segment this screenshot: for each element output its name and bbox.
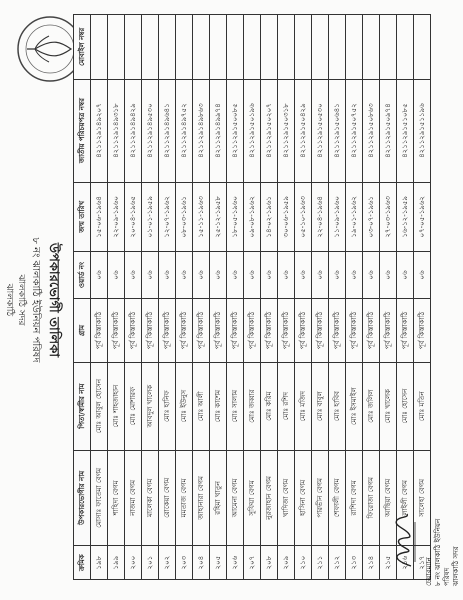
table-cell: আমেনা বেগম	[227, 450, 244, 546]
col-header-ward: ওয়ার্ড নং	[74, 251, 91, 298]
table-cell: ০৬	[91, 251, 108, 298]
table-row	[108, 15, 125, 580]
table-cell	[227, 15, 244, 80]
table-header-row	[74, 15, 91, 580]
signature-block	[385, 500, 460, 590]
table-cell	[193, 15, 210, 80]
table-row	[193, 15, 210, 580]
table-cell: ১৮-০৫-১৯৬০	[227, 182, 244, 251]
table-row	[159, 15, 176, 580]
table-cell: পূর্ব কিস্তাকাঠি	[329, 299, 346, 363]
table-row	[91, 15, 108, 580]
table-cell: ৪২১১২৯১৫০৬৪১	[329, 79, 346, 182]
table-cell: পূর্ব কিস্তাকাঠি	[397, 299, 414, 363]
table-cell: ৪২১১২৯১৫০৭৫২	[346, 79, 363, 182]
table-cell: ০৬	[414, 251, 431, 298]
table-cell: ৪২১১২৯১৪৯৫৩০	[142, 79, 159, 182]
table-row	[125, 15, 142, 580]
table-cell: মোঃ মজিদ	[295, 362, 312, 450]
table-row	[227, 15, 244, 580]
table-row	[210, 15, 227, 580]
table-cell: পূর্ব কিস্তাকাঠি	[278, 299, 295, 363]
table-row	[397, 15, 414, 580]
table-cell: ২০৭	[244, 546, 261, 580]
table-cell	[329, 15, 346, 80]
table-row	[329, 15, 346, 580]
table-body	[91, 15, 431, 580]
table-row	[261, 15, 278, 580]
table-cell: ২৫-১২-১৯৫৮	[210, 182, 227, 251]
table-cell: ২০৬	[227, 546, 244, 580]
table-cell	[312, 15, 329, 80]
table-cell: ২২-০৯-১৯৬০	[108, 182, 125, 251]
document-title: উপকারভোগী তালিকা	[46, 242, 61, 358]
table-cell: পূর্ব কিস্তাকাঠি	[159, 299, 176, 363]
table-cell: পূর্ব কিস্তাকাঠি	[295, 299, 312, 363]
table-cell: ১১-০৯-১৯৬০	[329, 182, 346, 251]
table-cell: রোকেয়া বেগম	[159, 450, 176, 546]
table-cell: ২০-০৪-১৯৬৫	[125, 182, 142, 251]
table-cell: ২১৫	[380, 546, 397, 580]
table-cell: ৩০-০৬-১৯৫৯	[278, 182, 295, 251]
table-cell: ২১৭	[414, 546, 431, 580]
table-cell: ৪২১১২৯১৪৯৭৫২	[176, 79, 193, 182]
document-district: ঝালকাঠি	[4, 283, 14, 317]
table-cell: ১৫-১১-১৯৬৩	[193, 182, 210, 251]
col-header-serial: ক্রমিক	[74, 546, 91, 580]
table-cell: পূর্ব কিস্তাকাঠি	[244, 299, 261, 363]
table-cell: মোঃ বাবুল	[312, 362, 329, 450]
table-cell: ১৯-০১-১৯৬২	[346, 182, 363, 251]
table-cell: মোঃ আবুল হোসেন	[91, 362, 108, 450]
table-cell	[108, 15, 125, 80]
table-cell: ১৯৯	[108, 546, 125, 580]
table-cell: ৪২১১২৯১৪৯২০৭	[91, 79, 108, 182]
table-cell	[397, 15, 414, 80]
table-cell: মমতাজ বেগম	[176, 450, 193, 546]
table-cell	[380, 15, 397, 80]
table-cell: ০৬	[142, 251, 159, 298]
table-cell: ৪২১১২৯১৪৯৮৬৩	[193, 79, 210, 182]
table-cell: পূর্ব কিস্তাকাঠি	[227, 299, 244, 363]
table-cell: জাহানারা বেগম	[193, 450, 210, 546]
table-cell: ২১৩	[346, 546, 363, 580]
table-cell: মোঃ জব্বার	[244, 362, 261, 450]
table-cell: ১৪-০২-১৯৬১	[261, 182, 278, 251]
table-cell: ১৫-০৬-১৯৬৪	[91, 182, 108, 251]
table-cell: রহিমা খাতুন	[210, 450, 227, 546]
table-cell	[261, 15, 278, 80]
table-cell: ০১-০১-১৯৫৯	[142, 182, 159, 251]
table-cell: ২১০	[295, 546, 312, 580]
table-cell: ২০৮	[261, 546, 278, 580]
table-cell: নুরজাহান বেগম	[261, 450, 278, 546]
table-cell: ০৬	[295, 251, 312, 298]
table-cell: পূর্ব কিস্তাকাঠি	[125, 299, 142, 363]
table-cell: ০৬	[380, 251, 397, 298]
table-cell: পূর্ব কিস্তাকাঠি	[261, 299, 278, 363]
table-cell: ২১২	[329, 546, 346, 580]
table-cell: মোঃ মোশারফ	[125, 362, 142, 450]
table-cell	[142, 15, 159, 80]
handwritten-signature	[385, 510, 421, 570]
table-cell: নাজমা বেগম	[125, 450, 142, 546]
signature-line: চেয়ারম্যান	[425, 557, 433, 586]
table-cell: ৪২১১২৯১৫০৯৭৪	[380, 79, 397, 182]
table-row	[363, 15, 380, 580]
table-cell	[414, 15, 431, 80]
table-cell	[210, 15, 227, 80]
signature-line: ঝালকাঠি সদর	[452, 546, 460, 586]
table-cell: শেফালী বেগম	[329, 450, 346, 546]
table-cell: মোঃ ইসমাইল	[346, 362, 363, 450]
document-org: ঝালকাঠি সদর	[16, 274, 26, 326]
table-cell: ২২-০৪-১৯৬৪	[312, 182, 329, 251]
table-cell: সালেহা বেগম	[414, 450, 431, 546]
table-cell	[278, 15, 295, 80]
table-cell: আবদুল খালেক	[142, 362, 159, 450]
table-cell: ০৬	[176, 251, 193, 298]
table-cell: পূর্ব কিস্তাকাঠি	[312, 299, 329, 363]
table-cell: ৪২১১২৯১৪৯৩১৮	[108, 79, 125, 182]
table-cell: ০৭-০৫-১৯৬২	[414, 182, 431, 251]
table-cell: পূর্ব কিস্তাকাঠি	[380, 299, 397, 363]
table-cell: মোঃ মতিন	[414, 362, 431, 450]
table-cell	[363, 15, 380, 80]
table-cell: ২০১	[142, 546, 159, 580]
table-cell	[244, 15, 261, 80]
table-cell: খাদিজা বেগম	[278, 450, 295, 546]
col-header-name: উপকারভোগীর নাম	[74, 450, 91, 546]
table-row	[244, 15, 261, 580]
table-row	[312, 15, 329, 580]
table-cell: ৪২১১২৯১৫০০৮৫	[227, 79, 244, 182]
table-row	[380, 15, 397, 580]
table-cell: ১৯৮	[91, 546, 108, 580]
table-cell: ০৬	[329, 251, 346, 298]
table-cell	[176, 15, 193, 80]
table-row	[142, 15, 159, 580]
table-cell: মালেকা বেগম	[142, 450, 159, 546]
table-cell: হাসিনা বেগম	[295, 450, 312, 546]
table-cell: ০৬	[244, 251, 261, 298]
table-cell: ০৬	[159, 251, 176, 298]
table-cell: লাইলী বেগম	[397, 450, 414, 546]
table-cell: মোঃ খালেক	[380, 362, 397, 450]
table-cell: পূর্ব কিস্তাকাঠি	[414, 299, 431, 363]
table-cell: পূর্ব কিস্তাকাঠি	[193, 299, 210, 363]
table-cell: ২০৪	[193, 546, 210, 580]
table-cell: পূর্ব কিস্তাকাঠি	[91, 299, 108, 363]
table-cell: ০৮-০৩-১৯৬১	[176, 182, 193, 251]
table-cell: সুফিয়া বেগম	[244, 450, 261, 546]
table-cell: ২০৯	[278, 546, 295, 580]
table-cell: ০৬	[397, 251, 414, 298]
col-header-father: পিতা/স্বামীর নাম	[74, 362, 91, 450]
table-cell: আছিয়া বেগম	[380, 450, 397, 546]
table-cell: পূর্ব কিস্তাকাঠি	[108, 299, 125, 363]
table-cell: মোঃ আলী	[193, 362, 210, 450]
table-cell: ফিরোজা বেগম	[363, 450, 380, 546]
table-cell: ২০৫	[210, 546, 227, 580]
table-cell: ০৫-১০-১৯৬৩	[295, 182, 312, 251]
table-cell	[346, 15, 363, 80]
table-cell: ৪২১১২৯১৪৯৯৭৪	[210, 79, 227, 182]
table-cell: ৪২১১২৯১৪৯৬৪১	[159, 79, 176, 182]
table-cell: ০৬	[363, 251, 380, 298]
table-cell: মোঃ হানিফ	[159, 362, 176, 450]
table-cell: ২১১	[312, 546, 329, 580]
table-cell: ০৬	[210, 251, 227, 298]
table-cell: মোঃ হোসেন	[397, 362, 414, 450]
table-cell: ৪২১১২৯১৫০৩১৮	[278, 79, 295, 182]
table-cell: ৪২১১২৯১৫০২০৭	[261, 79, 278, 182]
table-row	[346, 15, 363, 580]
signature-line: ৮ নং ঝালকাঠি ইউনিয়ন পরিষদ	[434, 518, 451, 586]
table-cell: ২১৬	[397, 546, 414, 580]
table-cell: ১২-০৭-১৯৬২	[159, 182, 176, 251]
table-cell: ০৬	[193, 251, 210, 298]
table-row	[295, 15, 312, 580]
table-cell: শাহিদা বেগম	[108, 450, 125, 546]
table-cell: ৪২১১২৯১৫১০৮৫	[397, 79, 414, 182]
table-cell: ০৬	[125, 251, 142, 298]
table-cell: মোঃ জলিল	[363, 362, 380, 450]
table-cell: মোঃ সালাম	[227, 362, 244, 450]
table-cell: ৪২১১২৯১৪৯৪২৯	[125, 79, 142, 182]
table-row	[278, 15, 295, 580]
table-cell	[91, 15, 108, 80]
table-cell: মোঃ হাবিব	[329, 362, 346, 450]
table-cell: পারভীন বেগম	[312, 450, 329, 546]
table-cell: ০৬	[346, 251, 363, 298]
table-cell: ৪২১১২৯১৫১১৯৬	[414, 79, 431, 182]
table-cell: ০৩-০৭-১৯৬১	[363, 182, 380, 251]
beneficiary-table	[73, 14, 431, 580]
table-cell: রাশিদা বেগম	[346, 450, 363, 546]
table-cell: ২০৩	[176, 546, 193, 580]
table-cell	[295, 15, 312, 80]
table-cell: ৪২১১২৯১৫০১৯৬	[244, 79, 261, 182]
signature-text	[425, 506, 461, 586]
table-cell: পূর্ব কিস্তাকাঠি	[210, 299, 227, 363]
table-cell	[125, 15, 142, 80]
table-cell: ০৬	[108, 251, 125, 298]
table-row	[176, 15, 193, 580]
col-header-village: গ্রাম	[74, 299, 91, 363]
table-cell: ০৯-০৮-১৯৬২	[244, 182, 261, 251]
table-cell: মোঃ রশিদ	[278, 362, 295, 450]
table-cell: মোসাঃ ফাতেমা বেগম	[91, 450, 108, 546]
table-cell: ০৬	[227, 251, 244, 298]
table-cell: ২০২	[159, 546, 176, 580]
table-cell	[159, 15, 176, 80]
table-cell: মোঃ করিম	[261, 362, 278, 450]
table-cell: ৪২১১২৯১৫০৪২৯	[295, 79, 312, 182]
table-cell: ৪২১১২৯১৫০৮৬৩	[363, 79, 380, 182]
table-cell: পূর্ব কিস্তাকাঠি	[363, 299, 380, 363]
table-cell: ০৬	[278, 251, 295, 298]
table-row	[414, 15, 431, 580]
table-cell: পূর্ব কিস্তাকাঠি	[346, 299, 363, 363]
table-cell: মোঃ ইউনুস	[176, 362, 193, 450]
table-cell: ২৭-০৩-১৯৬৩	[380, 182, 397, 251]
col-header-mobile: মোবাইল নম্বর	[74, 15, 91, 80]
col-header-nid: জাতীয় পরিচয়পত্র নম্বর	[74, 79, 91, 182]
table-cell: ১৬-১২-১৯৫৯	[397, 182, 414, 251]
table-cell: ২১৪	[363, 546, 380, 580]
col-header-dob: জন্ম তারিখ	[74, 182, 91, 251]
document-subtitle: ৮ নং ঝালকাঠি ইউনিয়ন পরিষদ	[30, 237, 41, 363]
table-cell: ০৬	[312, 251, 329, 298]
table-cell: পূর্ব কিস্তাকাঠি	[176, 299, 193, 363]
table-cell: ৪২১১২৯১৫০৫৩০	[312, 79, 329, 182]
table-cell: মোঃ শাহজাহান	[108, 362, 125, 450]
table-cell: ২০০	[125, 546, 142, 580]
table-cell: ০৬	[261, 251, 278, 298]
table-cell: পূর্ব কিস্তাকাঠি	[142, 299, 159, 363]
table-cell: মোঃ কাশেম	[210, 362, 227, 450]
